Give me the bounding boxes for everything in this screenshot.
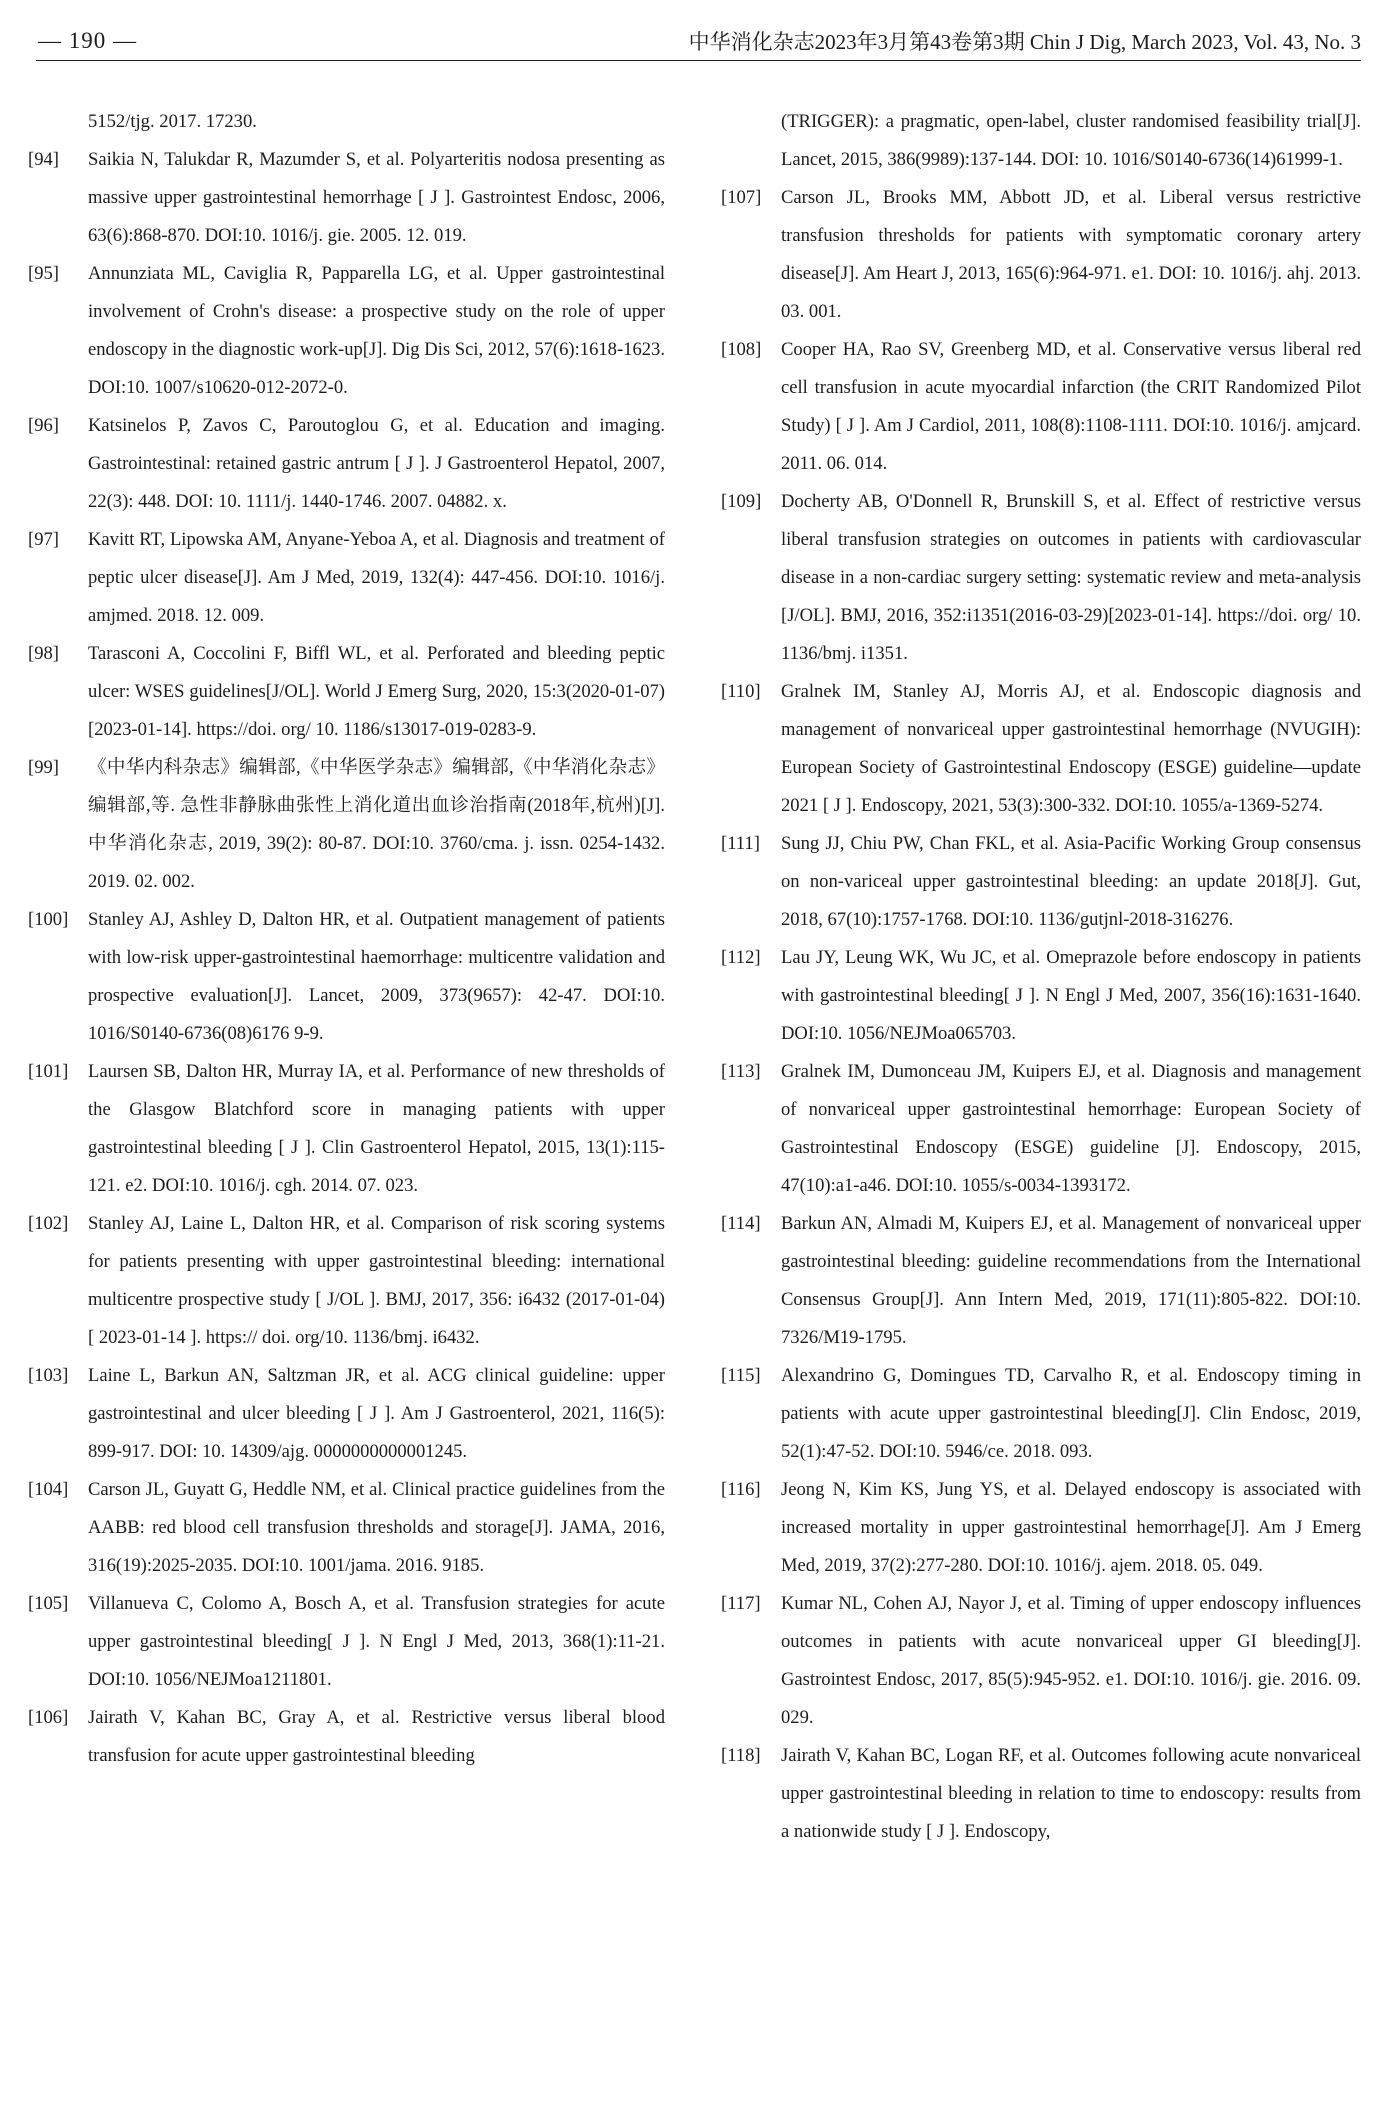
reference-entry: [721, 1471, 1361, 1585]
reference-number: [112]: [721, 947, 761, 968]
reference-text: 5152/tjg. 2017. 17230.: [88, 111, 257, 132]
reference-number: [94]: [28, 149, 59, 170]
reference-column-right: [721, 103, 1361, 1851]
reference-text: Barkun AN, Almadi M, Kuipers EJ, et al. Management of nonvariceal upper gastrointestinal bleeding: guideline recommendations from the International Consensus Group[J]. Ann Intern Med, 2019, 171(11):805-822. DOI:10. 7326/M19-1795.: [781, 1213, 1361, 1348]
reference-number: [115]: [721, 1365, 761, 1386]
reference-entry: [721, 825, 1361, 939]
reference-text: Carson JL, Brooks MM, Abbott JD, et al. Liberal versus restrictive transfusion thresholds for patients with symptomatic coronary artery disease[J]. Am Heart J, 2013, 165(6):964-971. e1. DOI: 10. 1016/j. ahj. 2013. 03. 001.: [781, 187, 1361, 322]
reference-entry: [721, 483, 1361, 673]
reference-entry: [28, 901, 665, 1053]
reference-text: Jairath V, Kahan BC, Logan RF, et al. Outcomes following acute nonvariceal upper gastrointestinal bleeding in relation to time to endoscopy: results from a nationwide study [ J ]. Endoscopy,: [781, 1745, 1361, 1842]
reference-entry: [28, 1699, 665, 1775]
reference-entry: [721, 1585, 1361, 1737]
reference-text: Docherty AB, O'Donnell R, Brunskill S, et al. Effect of restrictive versus liberal transfusion strategies on outcomes in patients with cardiovascular disease in a non-cardiac surgery setting: systematic review and meta-analysis [J/OL]. BMJ, 2016, 352:i1351(2016-03-29)[2023-01-14]. https://doi. org/ 10. 1136/bmj. i1351.: [781, 491, 1361, 664]
reference-entry: [28, 635, 665, 749]
reference-text: (TRIGGER): a pragmatic, open-label, cluster randomised feasibility trial[J]. Lancet, 2015, 386(9989):137-144. DOI: 10. 1016/S0140-6736(14)61999-1.: [781, 111, 1361, 170]
reference-text: Annunziata ML, Caviglia R, Papparella LG, et al. Upper gastrointestinal involvement of Crohn's disease: a prospective study on the role of upper endoscopy in the diagnostic work-up[J]. Dig Dis Sci, 2012, 57(6):1618-1623. DOI:10. 1007/s10620-012-2072-0.: [88, 263, 665, 398]
reference-number: [95]: [28, 263, 59, 284]
reference-entry: [28, 1357, 665, 1471]
reference-text: Kavitt RT, Lipowska AM, Anyane-Yeboa A, et al. Diagnosis and treatment of peptic ulcer disease[J]. Am J Med, 2019, 132(4): 447-456. DOI:10. 1016/j. amjmed. 2018. 12. 009.: [88, 529, 665, 626]
reference-column-left: [28, 103, 665, 1775]
reference-text: Cooper HA, Rao SV, Greenberg MD, et al. Conservative versus liberal red cell transfusion in acute myocardial infarction (the CRIT Randomized Pilot Study) [ J ]. Am J Cardiol, 2011, 108(8):1108-1111. DOI:10. 1016/j. amjcard. 2011. 06. 014.: [781, 339, 1361, 474]
reference-entry: [28, 1053, 665, 1205]
reference-text: Laine L, Barkun AN, Saltzman JR, et al. ACG clinical guideline: upper gastrointestinal and ulcer bleeding [ J ]. Am J Gastroenterol, 2021, 116(5): 899-917. DOI: 10. 14309/ajg. 0000000000001245.: [88, 1365, 665, 1462]
reference-text: Sung JJ, Chiu PW, Chan FKL, et al. Asia-Pacific Working Group consensus on non-variceal upper gastrointestinal bleeding: an update 2018[J]. Gut, 2018, 67(10):1757-1768. DOI:10. 1136/gutjnl-2018-316276.: [781, 833, 1361, 930]
reference-number: [118]: [721, 1745, 761, 1766]
reference-entry: [721, 1053, 1361, 1205]
reference-number: [101]: [28, 1061, 69, 1082]
reference-text: Saikia N, Talukdar R, Mazumder S, et al. Polyarteritis nodosa presenting as massive upper gastrointestinal hemorrhage [ J ]. Gastrointest Endosc, 2006, 63(6):868-870. DOI:10. 1016/j. gie. 2005. 12. 019.: [88, 149, 665, 246]
reference-number: [96]: [28, 415, 59, 436]
reference-text: Kumar NL, Cohen AJ, Nayor J, et al. Timing of upper endoscopy influences outcomes in patients with acute nonvariceal upper GI bleeding[J]. Gastrointest Endosc, 2017, 85(5):945-952. e1. DOI:10. 1016/j. gie. 2016. 09. 029.: [781, 1593, 1361, 1728]
reference-continuation: [721, 103, 1361, 179]
reference-text: 《中华内科杂志》编辑部,《中华医学杂志》编辑部,《中华消化杂志》编辑部,等. 急性非静脉曲张性上消化道出血诊治指南(2018年,杭州)[J]. 中华消化杂志, 2019, 39(2): 80-87. DOI:10. 3760/cma. j. issn. 0254-1432. 2019. 02. 002.: [88, 757, 665, 892]
reference-entry: [721, 331, 1361, 483]
reference-text: Jairath V, Kahan BC, Gray A, et al. Restrictive versus liberal blood transfusion for acute upper gastrointestinal bleeding: [88, 1707, 665, 1766]
reference-number: [98]: [28, 643, 59, 664]
reference-number: [100]: [28, 909, 69, 930]
reference-entry: [28, 749, 665, 901]
reference-entry: [28, 1585, 665, 1699]
reference-number: [104]: [28, 1479, 69, 1500]
reference-entry: [28, 521, 665, 635]
reference-number: [97]: [28, 529, 59, 550]
reference-entry: [721, 1737, 1361, 1851]
reference-number: [107]: [721, 187, 762, 208]
reference-entry: [721, 939, 1361, 1053]
reference-text: Katsinelos P, Zavos C, Paroutoglou G, et al. Education and imaging. Gastrointestinal: retained gastric antrum [ J ]. J Gastroenterol Hepatol, 2007, 22(3): 448. DOI: 10. 1111/j. 1440-1746. 2007. 04882. x.: [88, 415, 665, 512]
reference-text: Gralnek IM, Dumonceau JM, Kuipers EJ, et al. Diagnosis and management of nonvariceal upper gastrointestinal hemorrhage: European Society of Gastrointestinal Endoscopy (ESGE) guideline [J]. Endoscopy, 2015, 47(10):a1-a46. DOI:10. 1055/s-0034-1393172.: [781, 1061, 1361, 1196]
reference-number: [113]: [721, 1061, 761, 1082]
reference-text: Gralnek IM, Stanley AJ, Morris AJ, et al. Endoscopic diagnosis and management of nonvariceal upper gastrointestinal hemorrhage (NVUGIH): European Society of Gastrointestinal Endoscopy (ESGE) guideline—update 2021 [ J ]. Endoscopy, 2021, 53(3):300-332. DOI:10. 1055/a-1369-5274.: [781, 681, 1361, 816]
reference-entry: [28, 1205, 665, 1357]
reference-number: [106]: [28, 1707, 69, 1728]
reference-number: [116]: [721, 1479, 761, 1500]
reference-continuation: [28, 103, 665, 141]
reference-number: [103]: [28, 1365, 69, 1386]
reference-number: [102]: [28, 1213, 69, 1234]
reference-entry: [28, 255, 665, 407]
reference-number: [110]: [721, 681, 761, 702]
reference-number: [111]: [721, 833, 760, 854]
reference-text: Tarasconi A, Coccolini F, Biffl WL, et al. Perforated and bleeding peptic ulcer: WSES guidelines[J/OL]. World J Emerg Surg, 2020, 15:3(2020-01-07)[2023-01-14]. https://doi. org/ 10. 1186/s13017-019-0283-9.: [88, 643, 665, 740]
reference-number: [105]: [28, 1593, 69, 1614]
reference-number: [108]: [721, 339, 762, 360]
reference-text: Alexandrino G, Domingues TD, Carvalho R, et al. Endoscopy timing in patients with acute upper gastrointestinal bleeding[J]. Clin Endosc, 2019, 52(1):47-52. DOI:10. 5946/ce. 2018. 093.: [781, 1365, 1361, 1462]
reference-text: Jeong N, Kim KS, Jung YS, et al. Delayed endoscopy is associated with increased mortality in upper gastrointestinal hemorrhage[J]. Am J Emerg Med, 2019, 37(2):277-280. DOI:10. 1016/j. ajem. 2018. 05. 049.: [781, 1479, 1361, 1576]
reference-entry: [721, 179, 1361, 331]
reference-entry: [721, 673, 1361, 825]
page-number: — 190 —: [38, 28, 137, 53]
reference-entry: [28, 1471, 665, 1585]
reference-number: [117]: [721, 1593, 761, 1614]
reference-entry: [28, 407, 665, 521]
reference-entry: [28, 141, 665, 255]
page-header: [0, 0, 1393, 80]
reference-text: Stanley AJ, Ashley D, Dalton HR, et al. Outpatient management of patients with low-risk upper-gastrointestinal haemorrhage: multicentre validation and prospective evaluation[J]. Lancet, 2009, 373(9657): 42-47. DOI:10. 1016/S0140-6736(08)6176 9-9.: [88, 909, 665, 1044]
reference-text: Lau JY, Leung WK, Wu JC, et al. Omeprazole before endoscopy in patients with gastrointestinal bleeding[ J ]. N Engl J Med, 2007, 356(16):1631-1640. DOI:10. 1056/NEJMoa065703.: [781, 947, 1361, 1044]
reference-entry: [721, 1205, 1361, 1357]
reference-text: Laursen SB, Dalton HR, Murray IA, et al. Performance of new thresholds of the Glasgow Blatchford score in managing patients with upper gastrointestinal bleeding [ J ]. Clin Gastroenterol Hepatol, 2015, 13(1):115-121. e2. DOI:10. 1016/j. cgh. 2014. 07. 023.: [88, 1061, 665, 1196]
reference-text: Villanueva C, Colomo A, Bosch A, et al. Transfusion strategies for acute upper gastrointestinal bleeding[ J ]. N Engl J Med, 2013, 368(1):11-21. DOI:10. 1056/NEJMoa1211801.: [88, 1593, 665, 1690]
reference-number: [109]: [721, 491, 762, 512]
reference-entry: [721, 1357, 1361, 1471]
reference-number: [99]: [28, 757, 59, 778]
reference-number: [114]: [721, 1213, 761, 1234]
reference-text: Stanley AJ, Laine L, Dalton HR, et al. Comparison of risk scoring systems for patients presenting with upper gastrointestinal bleeding: international multicentre prospective study [ J/OL ]. BMJ, 2017, 356: i6432 (2017-01-04) [ 2023-01-14 ]. https:// doi. org/10. 1136/bmj. i6432.: [88, 1213, 665, 1348]
header-divider: [36, 60, 1361, 61]
journal-running-title: 中华消化杂志2023年3月第43卷第3期 Chin J Dig, March 2023, Vol. 43, No. 3: [688, 30, 1361, 54]
reference-text: Carson JL, Guyatt G, Heddle NM, et al. Clinical practice guidelines from the AABB: red blood cell transfusion thresholds and storage[J]. JAMA, 2016, 316(19):2025-2035. DOI:10. 1001/jama. 2016. 9185.: [88, 1479, 665, 1576]
